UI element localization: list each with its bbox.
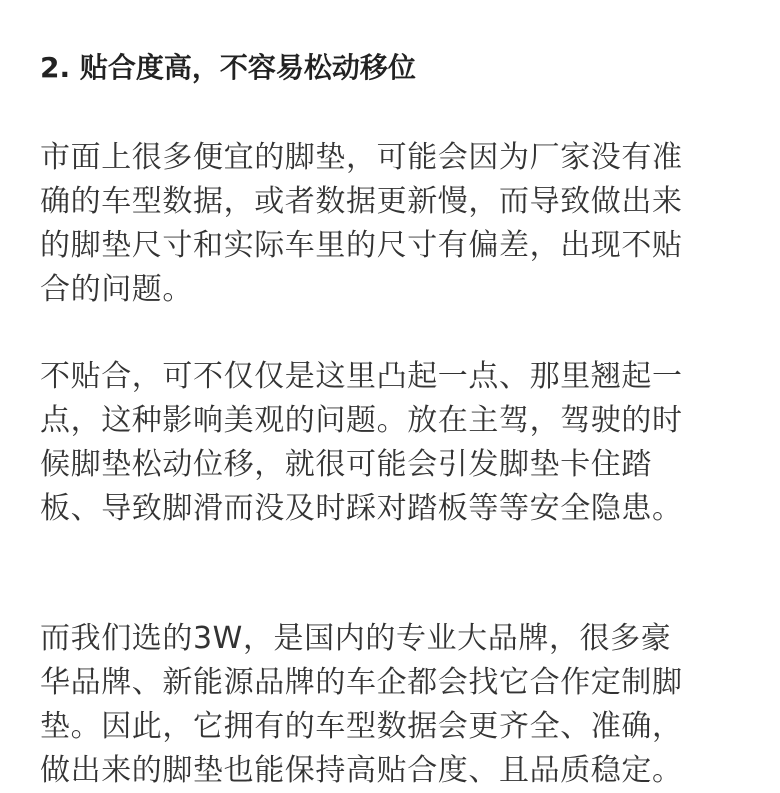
paragraph-line: 点，这种影响美观的问题。放在主驾，驾驶的时 bbox=[40, 403, 683, 438]
paragraph-1 bbox=[40, 136, 745, 312]
paragraph-line: 不贴合，可不仅仅是这里凸起一点、那里翘起一 bbox=[40, 359, 683, 394]
paragraph-line: 华品牌、新能源品牌的车企都会找它合作定制脚 bbox=[40, 665, 683, 700]
paragraph-line: 的脚垫尺寸和实际车里的尺寸有偏差，出现不贴 bbox=[40, 228, 683, 263]
paragraph-line: 市面上很多便宜的脚垫，可能会因为厂家没有准 bbox=[40, 140, 683, 175]
paragraph-line: 确的车型数据，或者数据更新慢，而导致做出来 bbox=[40, 184, 683, 219]
section-heading: 2. 贴合度高，不容易松动移位 bbox=[40, 51, 416, 84]
paragraph-line: 垫。因此，它拥有的车型数据会更齐全、准确， bbox=[40, 709, 683, 744]
paragraph-line: 板、导致脚滑而没及时踩对踏板等等安全隐患。 bbox=[40, 491, 683, 526]
paragraph-3 bbox=[40, 617, 745, 793]
paragraph-line: 做出来的脚垫也能保持高贴合度、且品质稳定。 bbox=[40, 753, 683, 788]
paragraph-2 bbox=[40, 355, 745, 531]
paragraph-line: 而我们选的3W，是国内的专业大品牌，很多豪 bbox=[40, 621, 672, 656]
paragraph-line: 候脚垫松动位移，就很可能会引发脚垫卡住踏 bbox=[40, 447, 652, 482]
paragraph-line: 合的问题。 bbox=[40, 272, 193, 307]
